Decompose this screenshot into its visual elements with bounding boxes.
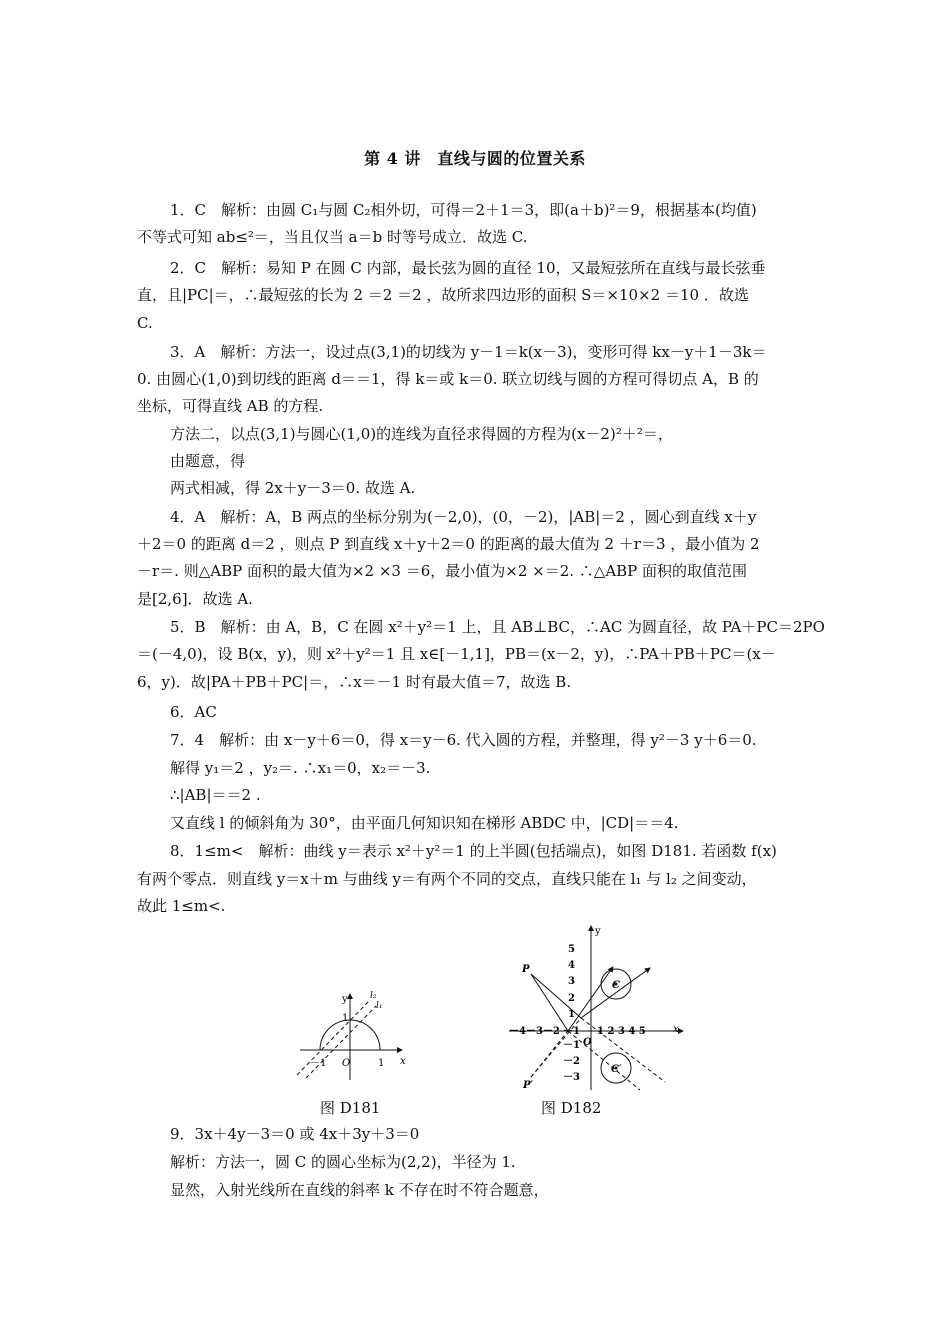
text-line: ＋2＝0 的距离 d＝2 ，则点 P 到直线 x＋y＋2＝0 的距离的最大值为 2 ＋r＝3 ，最小值为 2 — [137, 535, 760, 553]
text-line: －r＝. 则△ABP 面积的最大值为×2 ×3 ＝6，最小值为×2 ×＝2. ∴△ABP 面积的取值范围 — [137, 562, 748, 580]
text-line: 6，y)．故|PA＋PB＋PC|＝，∴x＝－1 时有最大值＝7，故选 B. — [137, 673, 572, 691]
y-label: y — [595, 926, 601, 937]
figure-caption-d182: 图 D182 — [541, 1099, 602, 1117]
text-line: 5．B 解析：由 A，B，C 在圆 x²＋y²＝1 上，且 AB⊥BC，∴AC 为圆直径，故 PA＋PC＝2PO — [170, 618, 825, 636]
text-line: 1．C 解析：由圆 C₁与圆 C₂相外切，可得＝2＋1＝3，即(a＋b)²＝9，根据基本(均值) — [170, 201, 757, 219]
text-line: 9．3x＋4y－3＝0 或 4x＋3y＋3＝0 — [170, 1125, 420, 1143]
text-line: 3．A 解析：方法一，设过点(3,1)的切线为 y－1＝k(x－3)，变形可得 kx－y＋1－3k＝ — [170, 343, 767, 361]
text-line: 显然，入射光线所在直线的斜率 k 不存在时不符合题意， — [170, 1181, 549, 1199]
text-line: 直，且|PC|＝，∴最短弦的长为 2 ＝2 ＝2 ，故所求四边形的面积 S＝×10×2 ＝10 ．故选 — [137, 286, 749, 304]
text-line: 又直线 l 的倾斜角为 30°，由平面几何知识知在梯形 ABDC 中，|CD|＝＝4. — [170, 814, 679, 832]
figure-caption-d181: 图 D181 — [320, 1099, 381, 1117]
text-line: 2．C 解析：易知 P 在圆 C 内部，最长弦为圆的直径 10，又最短弦所在直线与最长弦垂 — [170, 259, 766, 277]
center-c-prime-label: C′ — [611, 1064, 622, 1075]
text-line: ∴|AB|＝＝2 . — [170, 786, 261, 804]
origin-label: O — [342, 1058, 351, 1069]
text-line: 方法二，以点(3,1)与圆心(1,0)的连线为直径求得圆的方程为(x－2)²＋²＝， — [170, 425, 673, 443]
text-line: 有两个零点．则直线 y＝x＋m 与曲线 y＝有两个不同的交点，直线只能在 l₁ 与 l₂ 之间变动， — [137, 870, 757, 888]
page-title: 第 4 讲 直线与圆的位置关系 — [364, 149, 586, 168]
l2-label: l₂ — [370, 991, 377, 1001]
text-line: 故此 1≤m<. — [137, 897, 226, 915]
tick-1: 1 — [378, 1058, 385, 1069]
incident-ray-1 — [531, 974, 568, 1031]
tick-y-neg2: －2 — [563, 1056, 580, 1067]
tick-x-negatives: －4－3－2 — [509, 1026, 560, 1037]
text-line: C. — [137, 314, 153, 332]
tick-x-positives: 1 2 3 4 5 — [597, 1026, 646, 1037]
tick-y2: 2 — [568, 993, 575, 1004]
tick-y4: 4 — [568, 960, 575, 971]
text-line: 是[2,6]．故选 A. — [137, 590, 253, 608]
text-line: 解得 y₁＝2 ，y₂＝. ∴x₁＝0，x₂＝－3. — [170, 759, 431, 777]
tick-y3: 3 — [568, 976, 575, 987]
x-label: x — [673, 1024, 679, 1035]
tick-y-neg3: －3 — [563, 1072, 580, 1083]
text-line: 7．4 解析：由 x－y＋6＝0，得 x＝y－6. 代入圆的方程，并整理，得 y²－3 y＋6＝0. — [170, 731, 757, 749]
tick-y1: 1 — [342, 1013, 349, 1024]
tick-x-neg1: －1 — [563, 1026, 580, 1037]
text-line: 解析：方法一，圆 C 的圆心坐标为(2,2)，半径为 1. — [170, 1153, 516, 1171]
x-label: x — [400, 1056, 406, 1067]
text-line: 0. 由圆心(1,0)到切线的距离 d＝＝1，得 k＝或 k＝0. 联立切线与圆的方程可得切点 A，B 的 — [137, 370, 759, 388]
text-line: 不等式可知 ab≤²＝，当且仅当 a＝b 时等号成立．故选 C. — [137, 228, 528, 246]
point-p-prime-label: P′ — [523, 1080, 534, 1091]
text-line: 8．1≤m< 解析：曲线 y＝表示 x²＋y²＝1 的上半圆(包括端点)，如图 D181. 若函数 f(x) — [170, 842, 777, 860]
tick-neg1: －1 — [310, 1058, 327, 1069]
figure-d182 — [505, 922, 685, 1092]
text-line: 6．AC — [170, 703, 217, 721]
center-c-label: C — [612, 980, 620, 991]
point-p-label: P — [522, 964, 530, 975]
origin-label: O — [583, 1037, 592, 1048]
text-line: 两式相减，得 2x＋y－3＝0. 故选 A. — [170, 479, 416, 497]
tick-y5: 5 — [568, 944, 575, 955]
text-line: ＝(－4,0)，设 B(x，y)，则 x²＋y²＝1 且 x∈[－1,1]，PB＝(x－2，y)，∴PA＋PB＋PC＝(x－ — [137, 645, 776, 663]
figure-d181 — [292, 990, 412, 1085]
tick-y-neg1: －1 — [563, 1040, 580, 1051]
y-label: y — [342, 994, 348, 1005]
text-line: 坐标，可得直线 AB 的方程. — [137, 397, 324, 415]
tick-y1: 1 — [568, 1009, 575, 1020]
l1-label: l₁ — [376, 1001, 383, 1011]
line-l2 — [297, 1000, 370, 1075]
text-line: 由题意，得 — [170, 452, 246, 470]
text-line: 4．A 解析：A，B 两点的坐标分别为(－2,0)，(0，－2)，|AB|＝2 ，圆心到直线 x＋y — [170, 508, 757, 526]
